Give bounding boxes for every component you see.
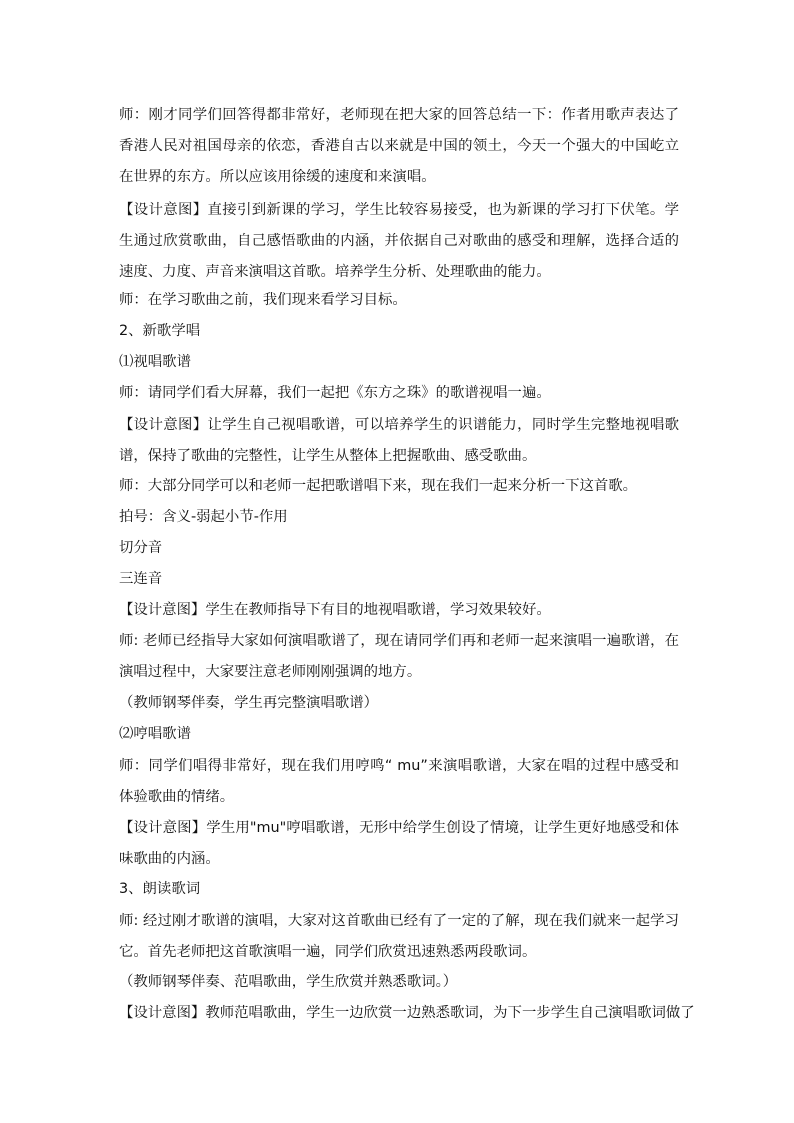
paragraph-lyrics-instruction: 师: 经过刚才歌谱的演唱，大家对这首歌曲已经有了一定的了解，现在我们就来一起学习它。首先老师把这首歌演唱一遍，同学们欣赏迅速熟悉两段歌词。 (119, 913, 679, 960)
paragraph-design-intent-1: 【设计意图】直接引到新课的学习，学生比较容易接受，也为新课的学习打下伏笔。学生通过欣赏歌曲，自己感悟歌曲的内涵，并依据自己对歌曲的感受和理解，选择合适的速度、力度、声音来演唱这首歌。培养学生分析、处理歌曲的能力。 (119, 202, 679, 280)
section-heading-read-lyrics: 3、朗读歌词 (119, 881, 201, 897)
paragraph-learning-goals: 师：在学习歌曲之前，我们现来看学习目标。 (119, 292, 407, 308)
paragraph-sight-sing-instruction: 师：请同学们看大屏幕，我们一起把《东方之珠》的歌谱视唱一遍。 (119, 385, 551, 401)
section-heading-new-song: 2、新歌学唱 (119, 323, 201, 339)
subheading-sight-singing: ⑴视唱歌谱 (119, 354, 191, 370)
paragraph-analysis: 师：大部分同学可以和老师一起把歌谱唱下来，现在我们一起来分析一下这首歌。 (119, 478, 638, 494)
paragraph-piano-accompaniment-1: （教师钢琴伴奏，学生再完整演唱歌谱） (119, 695, 379, 711)
paragraph-design-intent-5: 【设计意图】教师范唱歌曲，学生一边欣赏一边熟悉歌词，为下一步学生自己演唱歌词做了 (119, 1005, 695, 1021)
paragraph-design-intent-2: 【设计意图】让学生自己视唱歌谱，可以培养学生的识谱能力，同时学生完整地视唱歌谱，保持了歌曲的完整性，让学生从整体上把握歌曲、感受歌曲。 (119, 417, 679, 464)
paragraph-humming-instruction: 师：同学们唱得非常好，现在我们用哼鸣“ mu”来演唱歌谱，大家在唱的过程中感受和体验歌曲的情绪。 (119, 758, 679, 805)
paragraph-design-intent-3: 【设计意图】学生在教师指导下有目的地视唱歌谱，学习效果较好。 (119, 602, 551, 618)
paragraph-design-intent-4: 【设计意图】学生用"mu"哼唱歌谱，无形中给学生创设了情境，让学生更好地感受和体味歌曲的内涵。 (119, 820, 679, 867)
paragraph-sing-again: 师: 老师已经指导大家如何演唱歌谱了，现在请同学们再和老师一起来演唱一遍歌谱，在演唱过程中，大家要注意老师刚刚强调的地方。 (119, 633, 679, 680)
paragraph-piano-accompaniment-2: （教师钢琴伴奏、范唱歌曲，学生欣赏并熟悉歌词。） (119, 974, 458, 990)
list-item-syncopation: 切分音 (119, 540, 163, 556)
list-item-triplet: 三连音 (119, 571, 163, 587)
paragraph-teacher-summary: 师：刚才同学们回答得都非常好，老师现在把大家的回答总结一下：作者用歌声表达了香港人民对祖国母亲的依恋，香港自古以来就是中国的领土，今天一个强大的中国屹立在世界的东方。所以应该用徐缓的速度和来演唱。 (119, 107, 679, 185)
subheading-humming: ⑵哼唱歌谱 (119, 726, 191, 742)
list-item-time-signature: 拍号：含义-弱起小节-作用 (119, 509, 288, 525)
